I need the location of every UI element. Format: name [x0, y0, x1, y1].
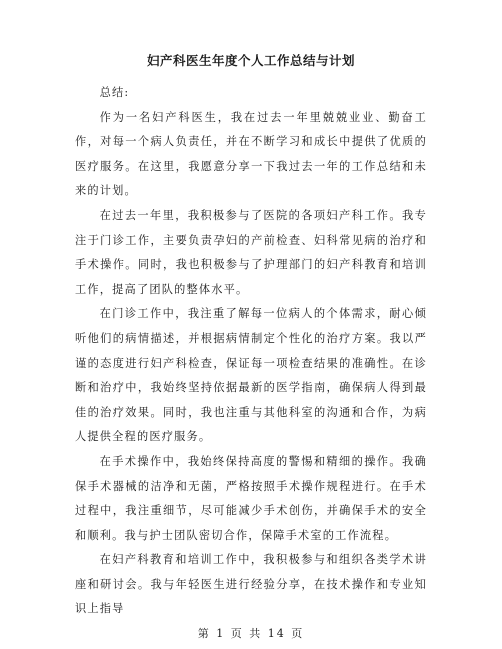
greeting-line: 总结:	[99, 86, 130, 99]
paragraph: 在妇产科教育和培训工作中，我积极参与和组织各类学术讲座和研讨会。我与年轻医生进行经验分享，在技术操作和专业知识上指导	[75, 553, 427, 616]
paragraph: 作为一名妇产科医生，我在过去一年里兢兢业业、勤奋工作，对每一个病人负责任，并在不断学习和成长中提供了优质的医疗服务。在这里，我愿意分享一下我过去一年的工作总结和未来的计划。	[75, 110, 427, 198]
paragraph: 在手术操作中，我始终保持高度的警惕和精细的操作。我确保手术器械的洁净和无菌，严格按照手术操作规程进行。在手术过程中，我注重细节，尽可能减少手术创伤，并确保手术的安全和顺利。我与护士团队密切合作，保障手术室的工作流程。	[75, 454, 427, 542]
paragraph: 在门诊工作中，我注重了解每一位病人的个体需求，耐心倾听他们的病情描述，并根据病情制定个性化的治疗方案。我以严谨的态度进行妇产科检查，保证每一项检查结果的准确性。在诊断和治疗中，我始终坚持依据最新的医学指南，确保病人得到最佳的治疗效果。同时，我也注重与其他科室的沟通和合作，为病人提供全程的医疗服务。	[75, 307, 427, 444]
paragraph: 在过去一年里，我积极参与了医院的各项妇产科工作。我专注于门诊工作，主要负责孕妇的产前检查、妇科常见病的治疗和手术操作。同时，我也积极参与了护理部门的妇产科教育和培训工作，提高了团队的整体水平。	[75, 208, 427, 296]
document-body	[75, 81, 427, 622]
document-title: 妇产科医生年度个人工作总结与计划	[146, 53, 355, 68]
page-number-footer: 第 1 页 共 14 页	[197, 627, 305, 640]
